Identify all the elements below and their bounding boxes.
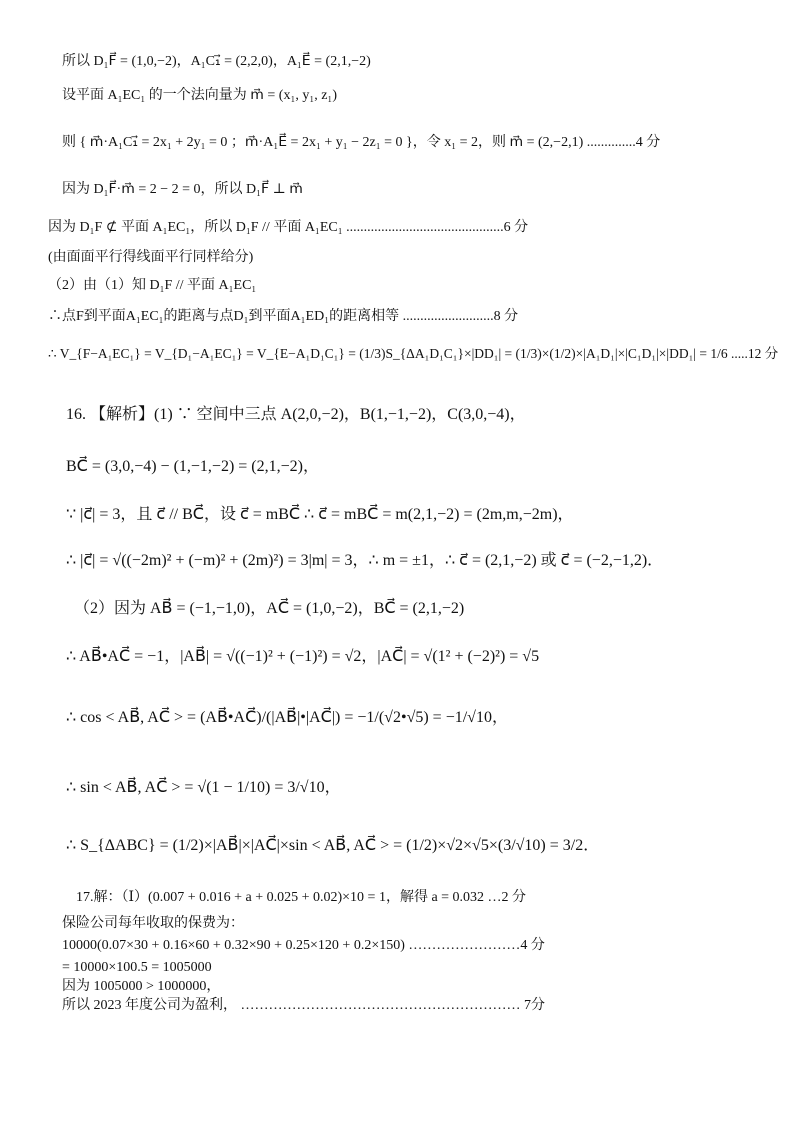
solution-line: = 10000×100.5 = 1005000 [62, 960, 212, 975]
solution-line: ∴点F到平面A₁EC₁的距离与点D₁到平面A₁ED₁的距离相等 ..........................8 分 [48, 309, 519, 324]
solution-line: （2）因为 AB⃗ = (−1,−1,0)，AC⃗ = (1,0,−2)，BC⃗ = (2,1,−2) [74, 600, 465, 617]
solution-line: （2）由（1）知 D₁F // 平面 A₁EC₁ [48, 278, 257, 293]
solution-line: 所以 D₁F⃗ = (1,0,−2)，A₁C₁⃗ = (2,2,0)，A₁E⃗ = (2,1,−2) [62, 54, 371, 69]
solution-line: ∴ V_{F−A₁EC₁} = V_{D₁−A₁EC₁} = V_{E−A₁D₁C₁} = (1/3)S_{ΔA₁D₁C₁}×|DD₁| = (1/3)×(1/2)×|A₁D₁|×|C₁D₁|×|DD₁| = 1/6 .....12 分 [48, 346, 779, 361]
solution-line: ∴ sin < AB⃗, AC⃗ > = √(1 − 1/10) = 3/√10， [66, 779, 341, 796]
problem-16-heading: 16. 【解析】(1) ∵ 空间中三点 A(2,0,−2)，B(1,−1,−2)，C(3,0,−4)， [66, 406, 526, 423]
solution-line: 因为 D₁F ⊄ 平面 A₁EC₁，所以 D₁F // 平面 A₁EC₁ .............................................6 分 [48, 220, 529, 235]
solution-line: ∴ S_{ΔABC} = (1/2)×|AB⃗|×|AC⃗|×sin < AB⃗, AC⃗ > = (1/2)×√2×√5×(3/√10) = 3/2． [66, 837, 600, 854]
solution-line: 因为 1005000 > 1000000， [62, 979, 221, 994]
solution-line: 保险公司每年收取的保费为： [62, 916, 244, 931]
solution-line: 10000(0.07×30 + 0.16×60 + 0.32×90 + 0.25×120 + 0.2×150) ……………………4 分 [62, 938, 545, 953]
solution-line: 设平面 A₁EC₁ 的一个法向量为 m⃗ = (x₁, y₁, z₁) [62, 88, 337, 103]
solution-line: ∴ cos < AB⃗, AC⃗ > = (AB⃗•AC⃗)/(|AB⃗|•|AC⃗|) = −1/(√2•√5) = −1/√10， [66, 709, 508, 726]
solution-line: 所以 2023 年度公司为盈利， …………………………………………………… 7分 [62, 998, 545, 1013]
solution-line: 则 { m⃗·A₁C₁⃗ = 2x₁ + 2y₁ = 0 ；m⃗·A₁E⃗ = 2x₁ + y₁ − 2z₁ = 0 }，令 x₁ = 2，则 m⃗ = (2,−2,1) ..............4 分 [62, 135, 661, 150]
solution-line: ∴ |c⃗| = √((−2m)² + (−m)² + (2m)²) = 3|m| = 3，∴ m = ±1，∴ c⃗ = (2,1,−2) 或 c⃗ = (−2,−1,2)． [66, 552, 664, 569]
problem-17-heading: 17.解：（Ⅰ）(0.007 + 0.016 + a + 0.025 + 0.02)×10 = 1，解得 a = 0.032 …2 分 [76, 890, 527, 905]
solution-note: (由面面平行得线面平行同样给分) [48, 250, 254, 265]
solution-line: 因为 D₁F⃗·m⃗ = 2 − 2 = 0，所以 D₁F⃗ ⊥ m⃗ [62, 182, 303, 197]
solution-line: ∴ AB⃗•AC⃗ = −1，|AB⃗| = √((−1)² + (−1)²) = √2，|AC⃗| = √(1² + (−2)²) = √5 [66, 648, 540, 665]
solution-line: ∵ |c⃗| = 3，且 c⃗ // BC⃗，设 c⃗ = mBC⃗ ∴ c⃗ = mBC⃗ = m(2,1,−2) = (2m,m,−2m)， [66, 506, 574, 523]
solution-line: BC⃗ = (3,0,−4) − (1,−1,−2) = (2,1,−2)， [66, 458, 319, 475]
